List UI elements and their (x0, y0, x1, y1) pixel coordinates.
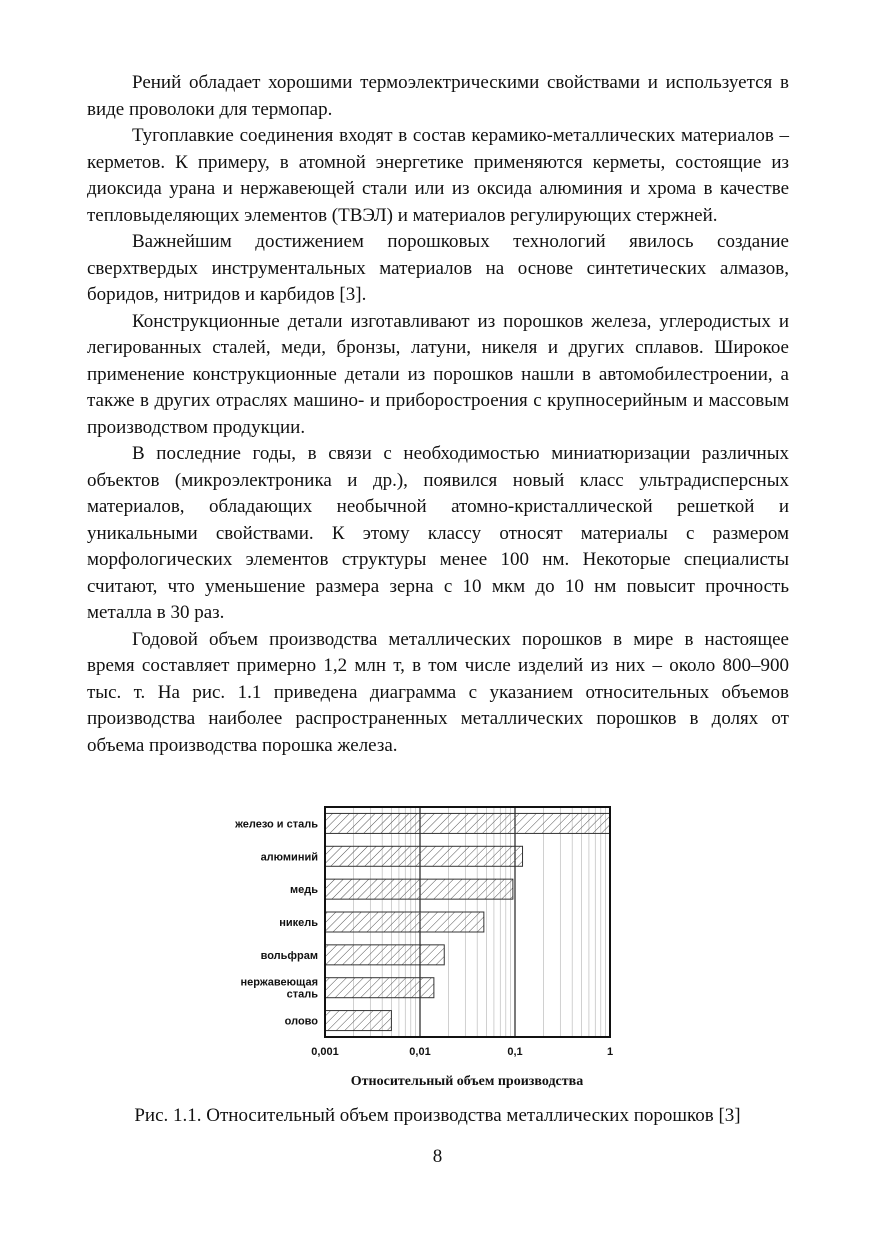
category-label-line: медь (290, 884, 318, 897)
paragraph: Тугоплавкие соединения входят в состав керамико-металлических материалов – керметов. К примеру, в атомной энергетике применяются керметы, состоящие из диоксида урана и нержавеющей стали или из оксида алюминия и хрома в качестве тепловыделяющих элементов (ТВЭЛ) и материалов регулирующих стержней. (87, 125, 789, 226)
bars (325, 813, 610, 1030)
category-label-line: никель (279, 917, 318, 929)
paragraph: Годовой объем производства металлических порошков в мире в настоящее время составляет примерно 1,2 млн т, в том числе изделий из них – около 800–900 тыс. т. На рис. 1.1 приведена диаграмма с указанием относительных объемов производства наиболее распространенных металлических порошков в долях от объема производства порошка железа. (87, 628, 789, 756)
paragraph: Рений обладает хорошими термоэлектрическими свойствами и используется в виде проволоки для термопар. (87, 72, 789, 120)
category-label-line: вольфрам (260, 949, 318, 962)
category-label (261, 950, 318, 962)
x-tick-label: 0,1 (507, 1046, 523, 1058)
bar (325, 912, 484, 932)
x-axis-label: Относительный объем производства (350, 1074, 584, 1089)
category-label (285, 1016, 319, 1028)
page-number: 8 (432, 1146, 443, 1167)
bar-chart (210, 800, 630, 1100)
bar (325, 879, 513, 899)
category-label-line: сталь (286, 988, 318, 1001)
category-label (261, 851, 318, 863)
category-label-line: железо и сталь (235, 818, 318, 831)
x-tick-labels (311, 1046, 613, 1058)
figure-chart (210, 800, 630, 1100)
bar (325, 978, 434, 998)
category-label-line: олово (284, 1015, 318, 1028)
category-label (290, 884, 318, 896)
body-text (87, 70, 789, 759)
category-label-line: нержавеющая (240, 976, 318, 989)
bar (325, 945, 444, 965)
category-label (279, 917, 318, 929)
category-labels (234, 818, 318, 1027)
x-tick-label: 0,001 (311, 1046, 339, 1058)
bar (325, 813, 610, 833)
paragraph: В последние годы, в связи с необходимостью миниатюризации различных объектов (микроэлектроника и др.), появился новый класс ультрадисперсных материалов, обладающих необычной атомно-кристаллической решеткой и уникальными свойствами. К этому классу относят материалы с размером морфологических элементов структуры менее 100 нм. Некоторые специалисты считают, что уменьшение размера зерна с 10 мкм до 10 нм повысит прочность металла в 30 раз. (87, 443, 789, 623)
bar (325, 1011, 391, 1031)
paragraph: Важнейшим достижением порошковых технологий явилось создание сверхтвердых инструментальных материалов на основе синтетических алмазов, боридов, нитридов и карбидов [3]. (87, 231, 789, 305)
figure-caption: Рис. 1.1. Относительный объем производства металлических порошков [3] (134, 1105, 741, 1126)
category-label (241, 977, 319, 1001)
category-label-line: алюминий (260, 851, 318, 864)
category-label (234, 818, 318, 830)
paragraph: Конструкционные детали изготавливают из порошков железа, углеродистых и легированных сталей, меди, бронзы, латуни, никеля и других сплавов. Широкое применение конструкционные детали из порошков нашли в автомобилестроении, а также в других отраслях машино- и приборостроения с крупносерийным и массовым производством продукции. (87, 310, 789, 438)
x-tick-label: 0,01 (409, 1046, 431, 1058)
x-tick-label: 1 (606, 1046, 614, 1058)
bar (325, 846, 523, 866)
